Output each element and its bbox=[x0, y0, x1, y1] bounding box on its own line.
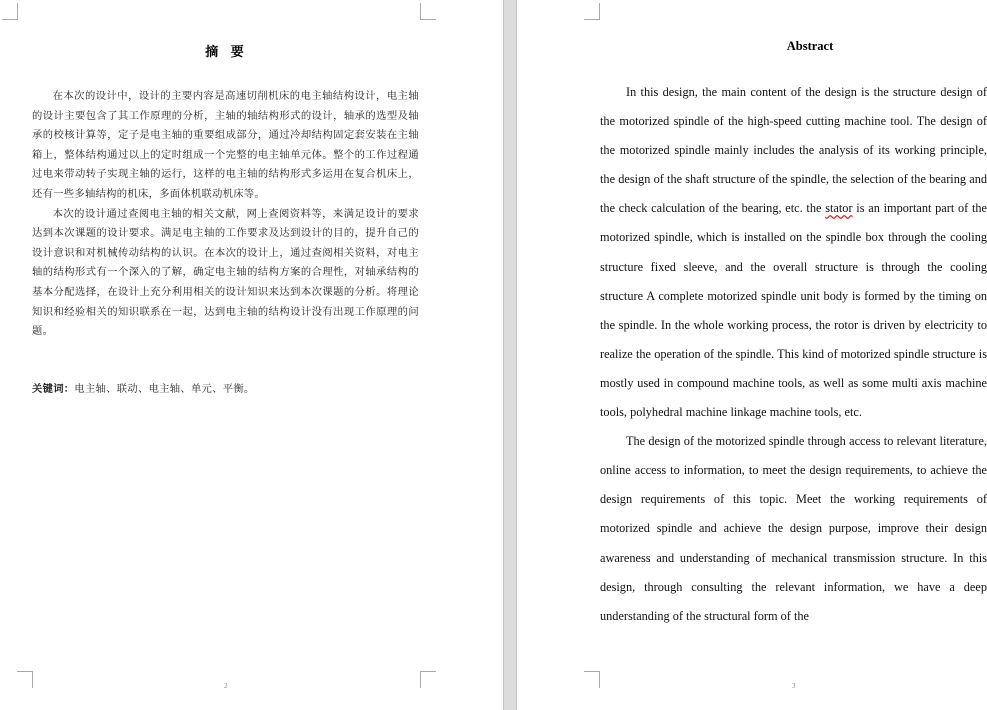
document-page-right bbox=[517, 0, 987, 710]
page-gutter bbox=[503, 0, 517, 710]
spellcheck-flagged-word[interactable]: stator bbox=[825, 201, 853, 216]
crop-mark-bottom-left bbox=[17, 671, 33, 688]
chinese-abstract-body[interactable] bbox=[32, 87, 419, 342]
english-paragraph-1-part-a[interactable]: In this design, the main content of the design is the structure design of the motorized spindle of the high-speed cutting machine tool. The design of the motorized spindle mainly includes the analysis of its working principle, the design of the shaft structure of the spindle, the selection of the bearing and the check calculation of the bearing, etc. the bbox=[600, 85, 987, 216]
keywords-label: 关键词： bbox=[32, 383, 75, 395]
english-paragraph-1[interactable] bbox=[600, 78, 987, 427]
abstract-title-chinese: 摘 要 bbox=[205, 45, 248, 60]
english-paragraph-2[interactable]: The design of the motorized spindle through access to relevant literature, online access to information, to meet the design requirements, to achieve the design requirements of this topic. Meet the working requirements of motorized spindle and achieve the design purpose, improve their design awareness and understanding of mechanical transmission structure. In this design, through consulting the relevant information, we have a deep understanding of the structural form of the bbox=[600, 434, 987, 623]
chinese-paragraph-2[interactable]: 本次的设计通过查阅电主轴的相关文献，网上查阅资料等，来满足设计的要求达到本次课题的设计要求。满足电主轴的工作要求及达到设计的目的，提升自己的设计意识和对机械传动结构的认识。在本次的设计上，通过查阅相关资料，对电主轴的结构形式有一个深入的了解，确定电主轴的结构方案的合理性，对轴承结构的基本分配选择，在设计上充分利用相关的设计知识来达到本次课题的分析。将理论知识和经验相关的知识联系在一起，达到电主轴的结构设计没有出现工作原理的问题。 bbox=[32, 207, 419, 338]
crop-mark-top-left bbox=[2, 3, 18, 20]
keywords-text[interactable]: 电主轴、联动、电主轴、单元、平衡。 bbox=[74, 383, 255, 395]
crop-mark-bottom-right bbox=[420, 671, 436, 688]
crop-mark-bottom-left bbox=[584, 671, 600, 688]
english-paragraph-1-part-b[interactable]: is an important part of the motorized spindle, which is installed on the spindle box through the cooling structure fixed sleeve, and the overall structure is through the cooling structure A complete motorized spindle unit body is formed by the timing on the spindle. In the whole working process, the rotor is driven by electricity to realize the operation of the spindle. This kind of motorized spindle structure is mostly used in compound machine tools, as well as some multi axis machine tools, polyhedral machine linkage machine tools, etc. bbox=[600, 201, 987, 420]
abstract-title-english: Abstract bbox=[786, 39, 834, 53]
page-number: 3 bbox=[792, 682, 796, 690]
crop-mark-top-left bbox=[584, 3, 600, 20]
page-number: 2 bbox=[224, 682, 228, 690]
english-abstract-body[interactable] bbox=[600, 78, 987, 631]
keywords-line[interactable] bbox=[32, 380, 432, 395]
chinese-paragraph-1[interactable]: 在本次的设计中，设计的主要内容是高速切削机床的电主轴结构设计，电主轴的设计主要包含了其工作原理的分析，主轴的轴结构形式的设计，轴承的选型及轴承的校核计算等，定子是电主轴的重要组成部分，通过冷却结构固定套安装在主轴箱上，整体结构通过以上的定时组成一个完整的电主轴单元体。整个的工作过程通过电来带动转子实现主轴的运行，这样的电主轴的结构形式多运用在复合机床上，还有一些多轴结构的机床，多面体机联动机床等。 bbox=[32, 90, 419, 200]
crop-mark-top-right bbox=[420, 3, 436, 20]
